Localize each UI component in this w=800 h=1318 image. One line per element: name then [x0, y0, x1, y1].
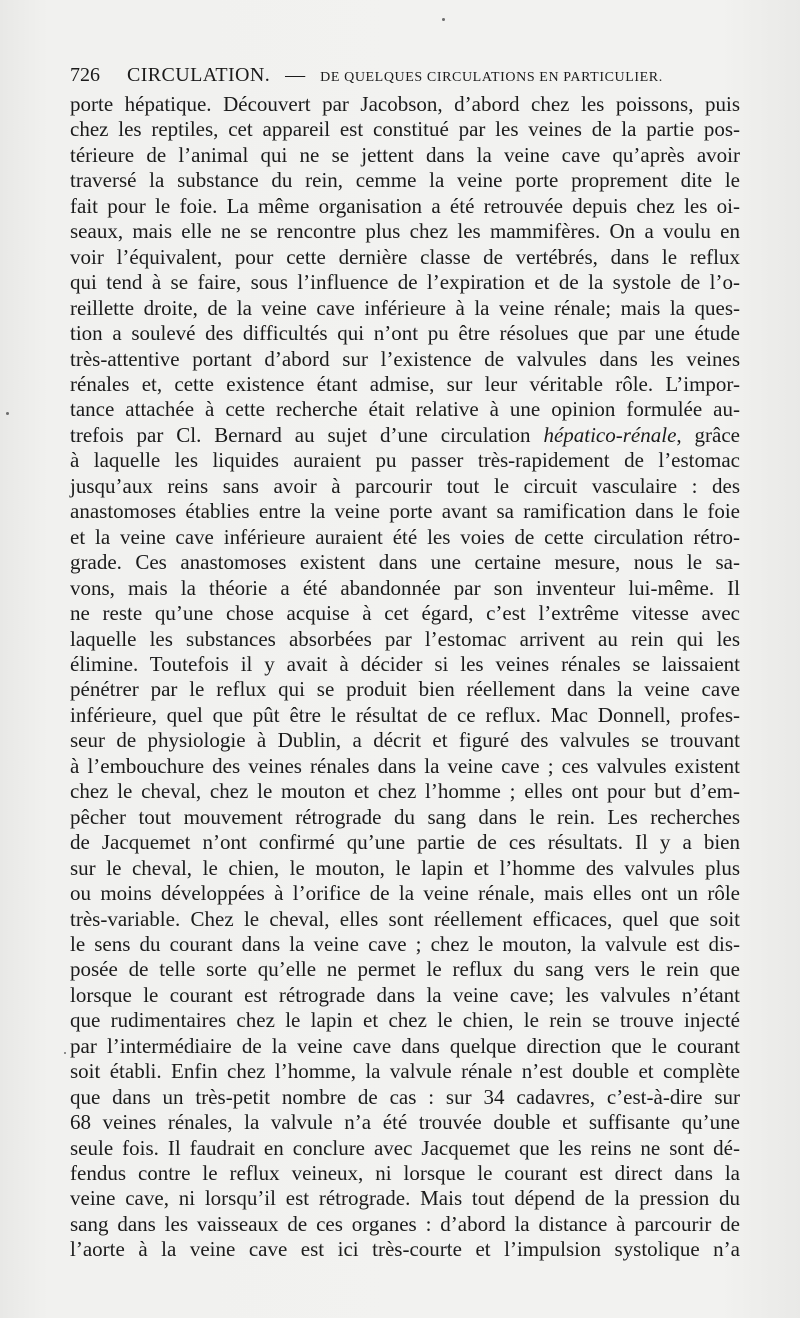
- text-line: qui tend à se faire, sous l’influence de l’expiration et de la systole de l’o-: [70, 270, 740, 295]
- text-line: seule fois. Il faudrait en conclure avec Jacquemet que les reins ne sont dé-: [70, 1135, 740, 1160]
- text-line: que rudimentaires chez le lapin et chez le chien, le rein se trouve injecté: [70, 1008, 740, 1033]
- text-line: chez les reptiles, cet appareil est constitué par les veines de la partie pos-: [70, 117, 740, 142]
- text-line: seur de physiologie à Dublin, a décrit et figuré des valvules se trouvant: [70, 728, 740, 753]
- running-header-separator: —: [285, 64, 306, 86]
- paper-speck: [64, 1052, 66, 1054]
- text-span: , grâce: [676, 422, 740, 447]
- text-line: par l’intermédiaire de la veine cave dans quelque direction que le courant: [70, 1033, 740, 1058]
- body-paragraph: [70, 92, 740, 1263]
- text-line: grade. Ces anastomoses existent dans une certaine mesure, nous le sa-: [70, 550, 740, 575]
- text-line-with-italic: [70, 423, 740, 448]
- running-header: [70, 62, 742, 88]
- text-line: rénales et, cette existence étant admise, sur leur véritable rôle. L’impor-: [70, 371, 740, 396]
- text-line: pêcher tout mouvement rétrograde du sang dans le rein. Les recherches: [70, 804, 740, 829]
- text-line: tance attachée à cette recherche était relative à une opinion formulée au-: [70, 397, 740, 422]
- text-line: posée de telle sorte qu’elle ne permet le reflux du sang vers le rein que: [70, 957, 740, 982]
- text-line: sur le cheval, le chien, le mouton, le lapin et l’homme des valvules plus: [70, 855, 740, 880]
- text-line: ou moins développées à l’orifice de la veine rénale, mais elles ont un rôle: [70, 881, 740, 906]
- text-line: 68 veines rénales, la valvule n’a été trouvée double et suffisante qu’une: [70, 1110, 740, 1135]
- text-line: le sens du courant dans la veine cave ; chez le mouton, la valvule est dis-: [70, 931, 740, 956]
- text-line: vons, mais la théorie a été abandonnée par son inventeur lui-même. Il: [70, 575, 740, 600]
- running-title: CIRCULATION.: [127, 64, 271, 86]
- paper-speck: [442, 18, 445, 21]
- text-line: très-variable. Chez le cheval, elles sont réellement efficaces, quel que soit: [70, 906, 740, 931]
- text-line: porte hépatique. Découvert par Jacobson, d’abord chez les poissons, puis: [70, 92, 740, 116]
- text-line: que dans un très-petit nombre de cas : sur 34 cadavres, c’est-à-dire sur: [70, 1084, 740, 1109]
- text-line: soit établi. Enfin chez l’homme, la valvule rénale n’est double et complète: [70, 1059, 740, 1084]
- italic-term: hépatico-rénale: [543, 422, 677, 447]
- text-line: jusqu’aux reins sans avoir à parcourir tout le circuit vasculaire : des: [70, 473, 740, 498]
- text-line: térieure de l’animal qui ne se jettent dans la veine cave qu’après avoir: [70, 142, 740, 167]
- text-line: et la veine cave inférieure auraient été les voies de cette circulation rétro-: [70, 524, 740, 549]
- text-span: trefois par Cl. Bernard au sujet d’une circulation: [70, 422, 544, 447]
- text-line: très-attentive portant d’abord sur l’existence de valvules dans les veines: [70, 346, 740, 371]
- text-line: traversé la substance du rein, cemme la veine porte proprement dite le: [70, 168, 740, 193]
- text-line: à l’embouchure des veines rénales dans la veine cave ; ces valvules existent: [70, 753, 740, 778]
- text-line: reillette droite, de la veine cave inférieure à la veine rénale; mais la ques-: [70, 295, 740, 320]
- text-line: à laquelle les liquides auraient pu passer très-rapidement de l’estomac: [70, 448, 740, 473]
- text-line: inférieure, quel que pût être le résultat de ce reflux. Mac Donnell, profes-: [70, 702, 740, 727]
- page-number: 726: [70, 64, 100, 86]
- text-line: l’aorte à la veine cave est ici très-courte et l’impulsion systolique n’a: [70, 1237, 740, 1262]
- text-line: seaux, mais elle ne se rencontre plus chez les mammifères. On a voulu en: [70, 219, 740, 244]
- text-line: élimine. Toutefois il y avait à décider si les veines rénales se laissaient: [70, 651, 740, 676]
- text-line: anastomoses établies entre la veine porte avant sa ramification dans le foie: [70, 499, 740, 524]
- text-line: tion a soulevé des difficultés qui n’ont pu être résolues que par une étude: [70, 321, 740, 346]
- text-line: veine cave, ni lorsqu’il est rétrograde. Mais tout dépend de la pression du: [70, 1186, 740, 1211]
- text-line: voir l’équivalent, pour cette dernière classe de vertébrés, dans le reflux: [70, 244, 740, 269]
- text-line: chez le cheval, chez le mouton et chez l’homme ; elles ont pour but d’em-: [70, 779, 740, 804]
- running-subtitle: DE QUELQUES CIRCULATIONS EN PARTICULIER.: [320, 70, 663, 85]
- text-line: sang dans les vaisseaux de ces organes : d’abord la distance à parcourir de: [70, 1211, 740, 1236]
- text-line: fait pour le foie. La même organisation a été retrouvée depuis chez les oi-: [70, 193, 740, 218]
- text-line: laquelle les substances absorbées par l’estomac arrivent au rein qui les: [70, 626, 740, 651]
- text-line: lorsque le courant est rétrograde dans la veine cave; les valvules n’étant: [70, 982, 740, 1007]
- paper-speck: [6, 412, 9, 415]
- text-line: pénétrer par le reflux qui se produit bien réellement dans la veine cave: [70, 677, 740, 702]
- text-line: de Jacquemet n’ont confirmé qu’une partie de ces résultats. Il y a bien: [70, 830, 740, 855]
- text-line: ne reste qu’une chose acquise à cet égard, c’est l’extrême vitesse avec: [70, 601, 740, 626]
- text-line: fendus contre le reflux veineux, ni lorsque le courant est direct dans la: [70, 1161, 740, 1186]
